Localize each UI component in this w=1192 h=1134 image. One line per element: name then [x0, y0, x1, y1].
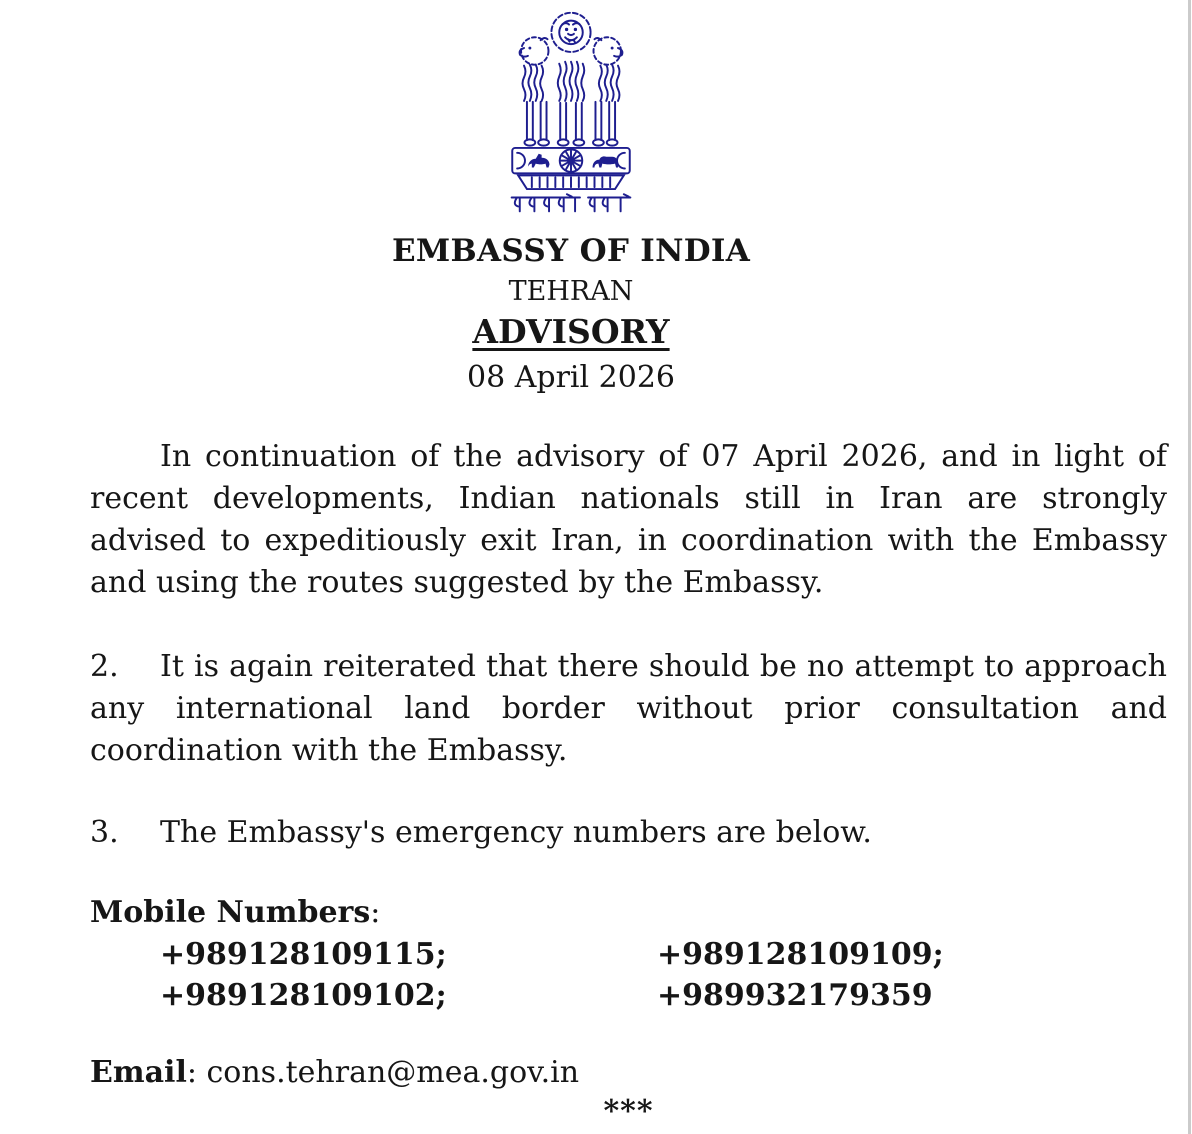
email-label: Email [90, 1055, 187, 1090]
email-colon: : [186, 1055, 197, 1090]
phone-number: +989932179359 [657, 978, 933, 1013]
paragraph-3-text: The Embassy's emergency numbers are below. [160, 815, 872, 850]
email-value: cons.tehran@mea.gov.in [206, 1055, 580, 1090]
mobile-numbers-colon: : [370, 895, 381, 930]
phone-numbers-row-1 [90, 934, 1167, 975]
email-line [90, 1052, 1167, 1094]
document-title: ADVISORY [472, 312, 670, 351]
emblem-motto [90, 193, 1052, 215]
document-date: 08 April 2026 [467, 360, 675, 395]
paragraph-3 [90, 812, 1167, 854]
mobile-numbers-label: Mobile Numbers [90, 895, 371, 930]
satyameva-jayate-script-icon [510, 193, 632, 215]
document-header [90, 0, 1052, 396]
phone-number: +989128109115; [160, 937, 447, 972]
embassy-city: TEHRAN [508, 276, 634, 307]
mobile-numbers-heading [90, 892, 1167, 934]
phone-number: +989128109102; [160, 978, 447, 1013]
paragraph-2 [90, 646, 1167, 772]
paragraph-2-text: It is again reiterated that there should be no attempt to approach any international land border without prior consultation and coordination with the Embassy. [90, 649, 1167, 768]
paragraph-2-number: 2. [90, 649, 119, 684]
phone-number: +989128109109; [657, 937, 944, 972]
phone-numbers-row-2 [90, 975, 1167, 1016]
embassy-name: EMBASSY OF INDIA [391, 233, 751, 269]
page-right-edge-line [1188, 0, 1191, 1134]
paragraph-3-number: 3. [90, 815, 119, 850]
end-of-document-mark: *** [603, 1094, 654, 1129]
document-body [90, 436, 1167, 1130]
paragraph-1: In continuation of the advisory of 07 April 2026, and in light of recent developments, Indian nationals still in Iran are strongly advised to expeditiously exit Iran, in coordination with the Embassy and using the routes suggested by the Embassy. [90, 439, 1167, 600]
lion-capital-icon [507, 3, 635, 191]
india-emblem-logo [90, 0, 1052, 191]
